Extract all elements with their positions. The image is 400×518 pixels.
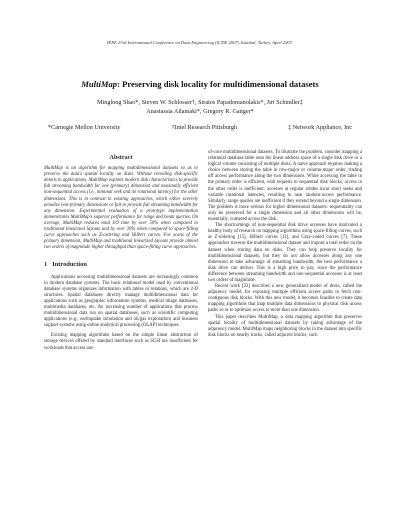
intro-paragraph: Existing mapping algorithms based on the simple linear abstraction of storage devices offered by standard interfaces such as SCSI are insufficient for workloads that access out- [44,333,198,351]
affiliation-cmu: *Carnegie Mellon University [48,124,121,131]
left-column [44,150,198,352]
affiliation-netapp: ‡ Network Appliance, Inc [288,124,352,131]
venue-line: IEEE 23rd International Conference on Data Engineering (ICDE 2007) Istanbul, Turkey, April 2007. [106,40,294,45]
affiliations [48,124,352,131]
section-heading [44,262,198,268]
section-title: Introduction [52,261,87,269]
paper-title [0,79,400,89]
abstract-text: MultiMap is an algorithm for mapping multidimensional datasets so as to preserve the data's spatial locality on disks. Without revealing disk-specific details to applications, MultiMap exploits modern disk characteristics to provide full streaming bandwidth for one (primary) dimension and maximally efficient non-sequential access (i.e., minimal seek and no rotational latency) for the other dimensions. This is in contrast to existing approaches, which either severely penalize non-primary dimensions or fail to provide full streaming bandwidth for any dimension. Experimental evaluation of a prototype implementation demonstrates MultiMap's superior performance for range and beam queries. On average, MultiMap reduces total I/O time by over 50% when compared to traditional linearized layouts and by over 30% when compared to space-filling curve approaches such as Z-ordering and Hilbert curves. For scans of the primary dimension, MultiMap and traditional linearized layouts provide almost two orders of magnitude higher throughput than space-filling curve approaches. [44,166,198,251]
abstract-heading: Abstract [109,154,133,161]
body-paragraph: This paper describes MultiMap, a data mapping algorithm that preserves spatial locality of multidimensional datasets by taking advantage of the adjacency model. MultiMap maps neighboring blocks in the dataset into specific disk blocks on nearby tracks, called adjacent blocks, such [208,314,362,338]
section-number: 1 [44,261,48,269]
author-block [60,99,340,117]
author-line-1: Minglong Shao*, Steven W. Schlosser†, Stratos Papadomanolakis*, Jiri Schindler‡ [97,99,303,106]
author-line-2: Anastassia Ailamaki*, Gregory R. Ganger* [146,107,254,115]
title-system-name: MultiMap [81,79,118,89]
affiliation-intel: †Intel Research Pittsburgh [171,124,238,131]
body-paragraph: The shortcomings of non-sequential disk drive accesses have motivated a healthy body of research on mapping algorithms using space-filling curves, such as Z-ordering [15], Hilbert curves [11], and Gray-coded curves [7]. These approaches traverse the multidimensional dataset and impose a total order on the dataset when storing data on disks. They can help preserve locality for multidimensional datasets, but they do not allow accesses along any one dimension to take advantage of streaming bandwidth, the best performance a disk drive can deliver. This is a high price to pay, since the performance difference between streaming bandwidth and non-sequential accesses is at least two orders of magnitude. [208,223,362,283]
right-column [208,150,362,339]
intro-paragraph: Applications accessing multidimensional datasets are increasingly common in modern database systems. The basic relational model used by conventional database systems organizes information with tables or relations, which are 2-D structures. Spatial databases directly manage multidimensional data for applications such as geographic information systems, medical image databases, multimedia databases, etc. An increasing number of applications that process multidimensional data run on spatial databases, such as scientific computing applications (e.g., earthquake simulation and oil/gas exploration) and business support systems using online analytical processing (OLAP) techniques. [44,274,198,329]
body-paragraph: Recent work [22] describes a new generalized model of disks, called the adjacency model, for exposing multiple efficient access paths to fetch non-contiguous disk blocks. With this new model, it becomes feasible to create data mapping algorithms that map multiple data dimensions to physical disk access paths so as to optimize access to more than one dimension. [208,284,362,314]
body-paragraph: of-core multidimensional datasets. To illustrate the problem, consider mapping a relational database table onto the linear address space of a single disk drive or a logical volume consisting of multiple disks. A naive approach requires making a choice between storing the table in row-major or column-major order, trading off access performance along the two dimensions. While accessing the table in the primary order is efficient, with requests to sequential disk blocks, access in the other order is inefficient: accesses at regular strides incur short seeks and variable rotational latencies, resulting in near random-access performance. Similarly, range queries are inefficient if they extend beyond a single dimension. The problem is more serious for higher dimensional datasets: sequentiality can only be preserved for a single dimension and all other dimensions will be, essentially, scattered across the disk. [208,150,362,223]
title-rest: : Preserving disk locality for multidimensional datasets [117,79,319,89]
